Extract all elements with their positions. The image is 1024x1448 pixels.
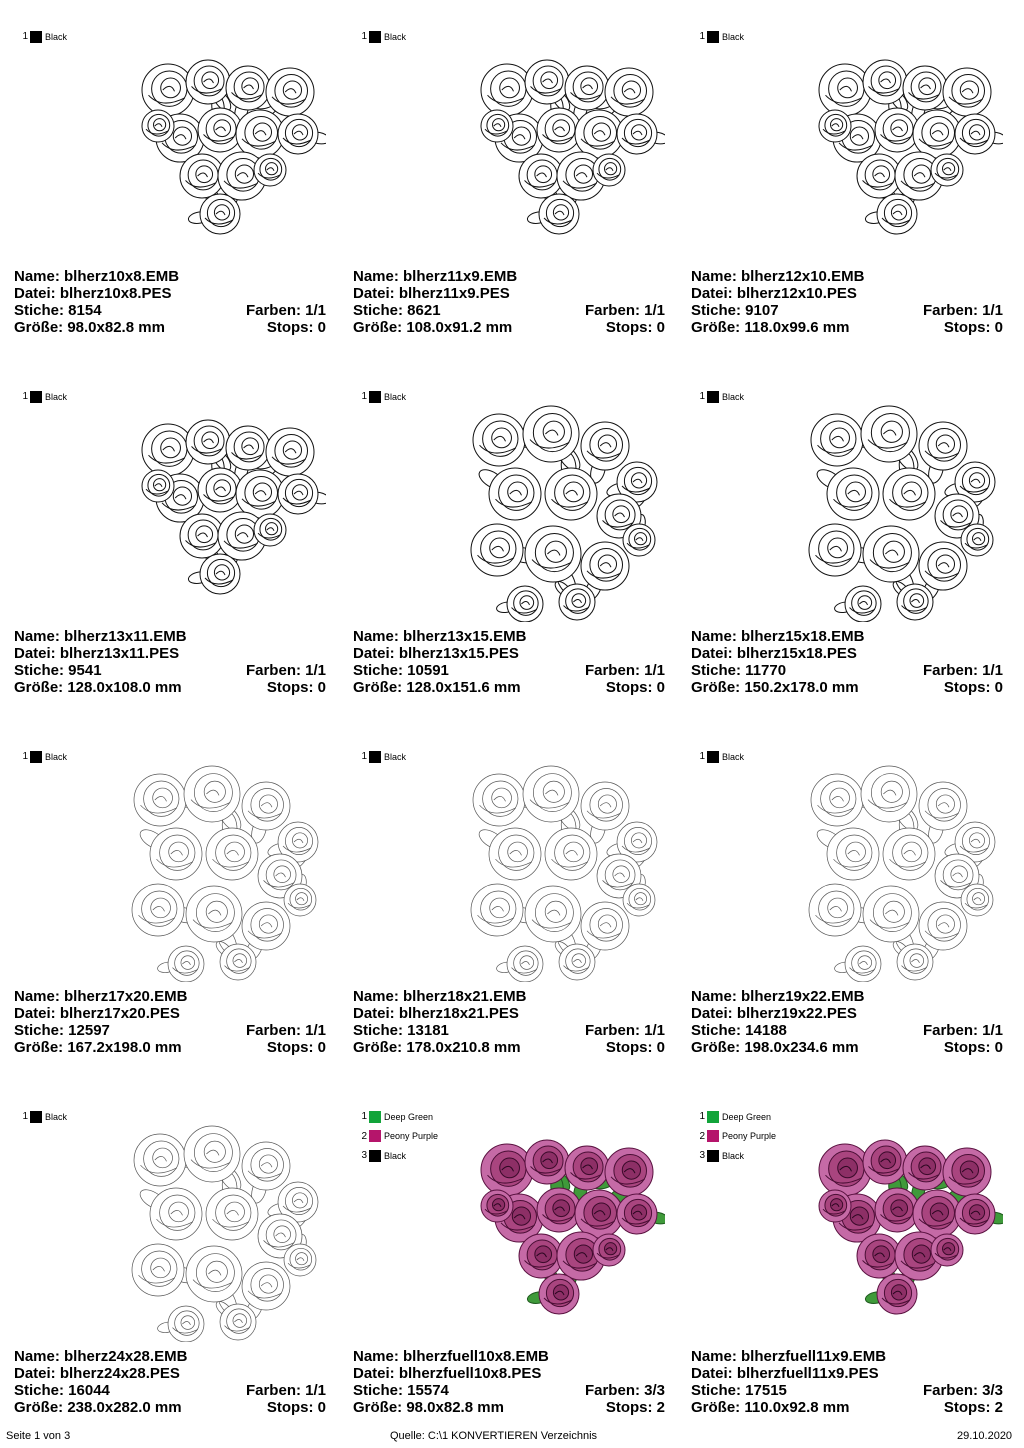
thread-color-swatch [707, 31, 719, 43]
design-info [14, 988, 326, 1056]
stop-count: Stops: 0 [605, 319, 665, 336]
design-size: Größe: 167.2x198.0 mm [14, 1039, 182, 1056]
stop-count: Stops: 0 [266, 679, 326, 696]
color-count: Farben: 1/1 [584, 662, 665, 679]
embroidery-preview [797, 30, 1003, 262]
design-size: Größe: 118.0x99.6 mm [691, 319, 850, 336]
design-card [691, 720, 1011, 1060]
embroidery-preview-graphic [120, 1110, 326, 1342]
design-size: Größe: 128.0x108.0 mm [14, 679, 182, 696]
thread-name: Black [722, 391, 745, 402]
page-footer [0, 1428, 1024, 1446]
stop-count: Stops: 0 [605, 1039, 665, 1056]
thread-name: Black [722, 751, 745, 762]
thread-entry [20, 749, 67, 764]
design-file: Datei: blherz15x18.PES [691, 645, 857, 662]
thread-name: Black [45, 391, 68, 402]
thread-entry [359, 749, 406, 764]
stitch-count: Stiche: 10591 [353, 662, 449, 679]
thread-color-swatch [707, 391, 719, 403]
thread-number: 1 [699, 1111, 705, 1122]
stitch-count: Stiche: 8621 [353, 302, 441, 319]
design-file: Datei: blherz24x28.PES [14, 1365, 180, 1382]
thread-entry [20, 389, 67, 404]
embroidery-preview-graphic [797, 750, 1003, 982]
stop-count: Stops: 0 [943, 1039, 1003, 1056]
thread-color-swatch [369, 1130, 381, 1142]
color-count: Farben: 1/1 [584, 302, 665, 319]
stitch-count: Stiche: 12597 [14, 1022, 110, 1039]
embroidery-preview-graphic [120, 390, 326, 622]
stop-count: Stops: 0 [266, 1039, 326, 1056]
stitch-count: Stiche: 9541 [14, 662, 102, 679]
design-info [691, 1348, 1003, 1416]
embroidery-preview-graphic [459, 390, 665, 622]
design-size: Größe: 178.0x210.8 mm [353, 1039, 521, 1056]
design-name: Name: blherz13x11.EMB [14, 628, 187, 645]
thread-entry [359, 1148, 406, 1163]
design-info [353, 268, 665, 336]
page-number: Seite 1 von 3 [6, 1430, 71, 1442]
embroidery-preview-graphic [459, 30, 665, 262]
embroidery-preview [797, 390, 1003, 622]
embroidery-preview-graphic [797, 30, 1003, 262]
thread-entry [697, 389, 744, 404]
design-card [691, 0, 1011, 340]
thread-entry [697, 1148, 744, 1163]
embroidery-preview [797, 750, 1003, 982]
design-card [14, 360, 334, 700]
thread-entry [697, 749, 744, 764]
design-name: Name: blherz17x20.EMB [14, 988, 188, 1005]
thread-name: Black [384, 391, 407, 402]
color-count: Farben: 1/1 [245, 1022, 326, 1039]
design-name: Name: blherzfuell10x8.EMB [353, 1348, 549, 1365]
design-card [691, 1080, 1011, 1420]
color-count: Farben: 1/1 [922, 302, 1003, 319]
thread-number: 1 [22, 391, 28, 402]
design-name: Name: blherz13x15.EMB [353, 628, 527, 645]
thread-color-swatch [30, 751, 42, 763]
thread-color-swatch [30, 31, 42, 43]
design-info [691, 268, 1003, 336]
embroidery-preview [459, 390, 665, 622]
design-card [14, 720, 334, 1060]
embroidery-preview-graphic [459, 1110, 665, 1342]
stitch-count: Stiche: 17515 [691, 1382, 787, 1399]
embroidery-preview [459, 750, 665, 982]
color-count: Farben: 3/3 [922, 1382, 1003, 1399]
thread-number: 1 [361, 31, 367, 42]
design-info [691, 628, 1003, 696]
thread-name: Black [384, 31, 407, 42]
thread-number: 1 [699, 31, 705, 42]
design-info [691, 988, 1003, 1056]
thread-number: 3 [699, 1150, 705, 1161]
embroidery-preview [120, 750, 326, 982]
thread-number: 1 [361, 1111, 367, 1122]
thread-number: 1 [361, 391, 367, 402]
embroidery-preview-graphic [797, 1110, 1003, 1342]
embroidery-preview [797, 1110, 1003, 1342]
embroidery-preview-graphic [120, 750, 326, 982]
embroidery-preview [120, 30, 326, 262]
color-count: Farben: 1/1 [922, 1022, 1003, 1039]
color-count: Farben: 1/1 [245, 1382, 326, 1399]
design-info [353, 628, 665, 696]
thread-name: Peony Purple [384, 1131, 439, 1141]
design-size: Größe: 98.0x82.8 mm [14, 319, 165, 336]
design-file: Datei: blherz11x9.PES [353, 285, 510, 302]
stitch-count: Stiche: 11770 [691, 662, 787, 679]
design-file: Datei: blherz19x22.PES [691, 1005, 857, 1022]
design-info [14, 1348, 326, 1416]
design-file: Datei: blherz13x11.PES [14, 645, 180, 662]
thread-number: 3 [361, 1150, 367, 1161]
design-card [14, 0, 334, 340]
design-size: Größe: 238.0x282.0 mm [14, 1399, 182, 1416]
design-info [353, 1348, 665, 1416]
design-info [14, 628, 326, 696]
stop-count: Stops: 0 [605, 679, 665, 696]
stitch-count: Stiche: 9107 [691, 302, 779, 319]
design-file: Datei: blherz10x8.PES [14, 285, 172, 302]
embroidery-preview [120, 1110, 326, 1342]
design-name: Name: blherz11x9.EMB [353, 268, 518, 285]
design-size: Größe: 128.0x151.6 mm [353, 679, 521, 696]
design-file: Datei: blherz17x20.PES [14, 1005, 180, 1022]
design-size: Größe: 150.2x178.0 mm [691, 679, 859, 696]
color-count: Farben: 1/1 [245, 662, 326, 679]
thread-name: Black [384, 751, 407, 762]
thread-color-swatch [369, 31, 381, 43]
embroidery-preview-graphic [797, 390, 1003, 622]
thread-color-swatch [369, 751, 381, 763]
thread-name: Black [384, 1150, 407, 1161]
stop-count: Stops: 0 [266, 1399, 326, 1416]
design-name: Name: blherz15x18.EMB [691, 628, 865, 645]
thread-color-swatch [30, 391, 42, 403]
design-info [353, 988, 665, 1056]
design-card [353, 720, 673, 1060]
design-card [14, 1080, 334, 1420]
thread-entry [359, 1109, 433, 1124]
thread-entry [697, 1109, 771, 1124]
thread-color-swatch [707, 1111, 719, 1123]
thread-entry [697, 1129, 776, 1144]
stop-count: Stops: 2 [605, 1399, 665, 1416]
stitch-count: Stiche: 16044 [14, 1382, 110, 1399]
stitch-count: Stiche: 8154 [14, 302, 102, 319]
thread-number: 1 [699, 391, 705, 402]
design-card [353, 1080, 673, 1420]
design-card [691, 360, 1011, 700]
thread-color-swatch [369, 1150, 381, 1162]
design-file: Datei: blherz13x15.PES [353, 645, 519, 662]
design-file: Datei: blherz12x10.PES [691, 285, 857, 302]
thread-number: 2 [361, 1130, 367, 1142]
thread-number: 1 [22, 1111, 28, 1122]
embroidery-preview [459, 30, 665, 262]
thread-number: 1 [22, 751, 28, 762]
design-file: Datei: blherz18x21.PES [353, 1005, 519, 1022]
thread-color-swatch [707, 751, 719, 763]
design-size: Größe: 98.0x82.8 mm [353, 1399, 504, 1416]
color-count: Farben: 1/1 [245, 302, 326, 319]
thread-number: 1 [22, 31, 28, 42]
stitch-count: Stiche: 15574 [353, 1382, 449, 1399]
design-card [353, 360, 673, 700]
embroidery-preview-graphic [459, 750, 665, 982]
thread-name: Black [722, 1150, 745, 1161]
thread-color-swatch [30, 1111, 42, 1123]
thread-name: Black [45, 1111, 68, 1122]
thread-number: 1 [699, 751, 705, 762]
thread-name: Black [45, 31, 68, 42]
thread-entry [359, 389, 406, 404]
thread-name: Deep Green [722, 1111, 772, 1122]
stitch-count: Stiche: 13181 [353, 1022, 449, 1039]
design-name: Name: blherz24x28.EMB [14, 1348, 188, 1365]
source-path: Quelle: C:\1 KONVERTIEREN Verzeichnis [390, 1430, 598, 1442]
thread-color-swatch [369, 391, 381, 403]
stop-count: Stops: 0 [943, 319, 1003, 336]
embroidery-preview [459, 1110, 665, 1342]
thread-name: Black [722, 31, 745, 42]
design-name: Name: blherz19x22.EMB [691, 988, 865, 1005]
thread-entry [359, 1129, 438, 1144]
print-date: 29.10.2020 [957, 1430, 1013, 1442]
design-size: Größe: 110.0x92.8 mm [691, 1399, 850, 1416]
thread-color-swatch [369, 1111, 381, 1123]
thread-entry [697, 29, 744, 44]
design-name: Name: blherz12x10.EMB [691, 268, 865, 285]
design-file: Datei: blherzfuell11x9.PES [691, 1365, 879, 1382]
design-name: Name: blherzfuell11x9.EMB [691, 1348, 887, 1365]
thread-number: 2 [699, 1130, 705, 1142]
stitch-count: Stiche: 14188 [691, 1022, 787, 1039]
stop-count: Stops: 2 [943, 1399, 1003, 1416]
color-count: Farben: 1/1 [922, 662, 1003, 679]
embroidery-preview [120, 390, 326, 622]
embroidery-preview-graphic [120, 30, 326, 262]
design-info [14, 268, 326, 336]
thread-entry [20, 29, 67, 44]
stop-count: Stops: 0 [943, 679, 1003, 696]
color-count: Farben: 1/1 [584, 1022, 665, 1039]
thread-color-swatch [707, 1130, 719, 1142]
thread-color-swatch [707, 1150, 719, 1162]
design-card [353, 0, 673, 340]
thread-name: Peony Purple [722, 1131, 777, 1141]
thread-name: Deep Green [384, 1111, 434, 1122]
stop-count: Stops: 0 [266, 319, 326, 336]
thread-number: 1 [361, 751, 367, 762]
design-size: Größe: 108.0x91.2 mm [353, 319, 513, 336]
thread-entry [20, 1109, 67, 1124]
design-size: Größe: 198.0x234.6 mm [691, 1039, 859, 1056]
design-name: Name: blherz18x21.EMB [353, 988, 527, 1005]
design-name: Name: blherz10x8.EMB [14, 268, 180, 285]
thread-name: Black [45, 751, 68, 762]
color-count: Farben: 3/3 [584, 1382, 665, 1399]
thread-entry [359, 29, 406, 44]
design-file: Datei: blherzfuell10x8.PES [353, 1365, 542, 1382]
